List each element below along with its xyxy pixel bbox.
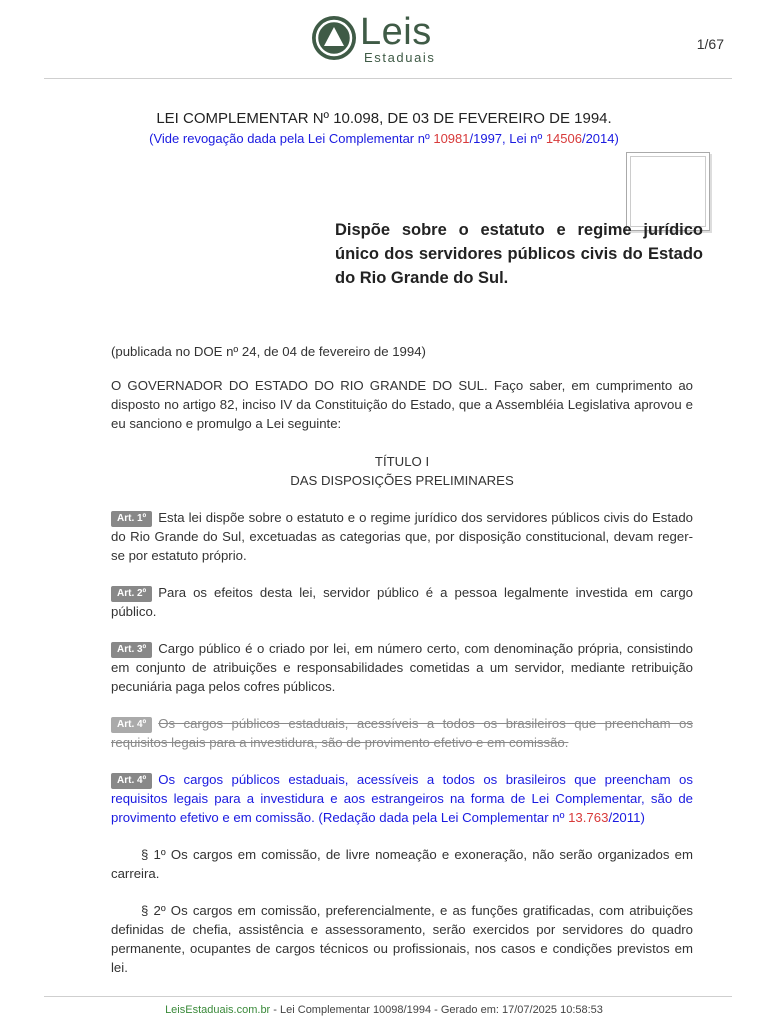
paragraph-1: § 1º Os cargos em comissão, de livre nomeação e exoneração, não serão organizados em carreira. (111, 847, 693, 881)
article-badge[interactable]: Art. 1º (111, 511, 152, 527)
header-divider (44, 78, 732, 79)
ref-link-14506[interactable]: 14506 (545, 131, 582, 146)
footer-generated: Gerado em: 17/07/2025 10:58:53 (440, 1004, 603, 1016)
article-text: Os cargos públicos estaduais, acessíveis a todos os brasileiros que preencham os requisitos legais para a investidura, são de provimento efetivo e em comissão. (111, 716, 693, 750)
ref-suffix: /2014) (581, 131, 619, 146)
law-ementa: Dispõe sobre o estatuto e regime jurídico único dos servidores públicos civis do Estado do Rio Grande do Sul. (335, 221, 703, 287)
article-4-revoked (111, 714, 693, 752)
title-subheading: DAS DISPOSIÇÕES PRELIMINARES (290, 473, 514, 488)
logo-subtitle: Estaduais (364, 50, 436, 65)
article-text: Cargo público é o criado por lei, em número certo, com denominação própria, consistindo em conjunto de atribuições e responsabilidades cometidas a um servidor, mediante retribuição pecuniária paga pelos cofres públicos. (111, 641, 693, 694)
article-4 (111, 770, 693, 827)
page-number: 1/67 (696, 36, 724, 52)
article-text: Para os efeitos desta lei, servidor público é a pessoa legalmente investida em cargo público. (111, 585, 693, 619)
ref-prefix: (Vide revogação dada pela Lei Complementar nº (149, 131, 434, 146)
footer (0, 1004, 768, 1016)
article-badge[interactable]: Art. 4º (111, 717, 152, 733)
publication-note: (publicada no DOE nº 24, de 04 de fevereiro de 1994) (111, 344, 426, 359)
article-badge[interactable]: Art. 4º (111, 773, 152, 789)
logo-wordmark: Leis (360, 11, 432, 53)
article-badge[interactable]: Art. 2º (111, 586, 152, 602)
article-text: Os cargos públicos estaduais, acessíveis a todos os brasileiros que preencham os requisitos legais para a investidura e aos estrangeiros na forma de Lei Complementar, são de provimento efetivo e em comissão. (Redação dada pela Lei Complementar nº (111, 772, 693, 825)
ref-link-13763[interactable]: 13.763 (568, 810, 609, 825)
article-1 (111, 508, 693, 565)
article-badge[interactable]: Art. 3º (111, 642, 152, 658)
footer-divider (44, 996, 732, 997)
ref-link-10981[interactable]: 10981 (433, 131, 470, 146)
article-2 (111, 583, 693, 621)
governor-preamble: O GOVERNADOR DO ESTADO DO RIO GRANDE DO SUL. Faço saber, em cumprimento ao disposto no artigo 82, inciso IV da Constituição do Estado, que a Assembléia Legislativa aprovou e eu sanciono e promulgo a Lei seguinte: (111, 378, 693, 431)
title-heading: TÍTULO I (374, 454, 430, 469)
footer-doc: - Lei Complementar 10098/1994 - (270, 1004, 441, 1016)
law-revocation-note (0, 131, 768, 146)
ref-mid: /1997, Lei nº (469, 131, 546, 146)
article-text: Esta lei dispõe sobre o estatuto e o regime jurídico dos servidores públicos civis do Estado do Rio Grande do Sul, excetuadas as categorias que, por disposição constitucional, devam reger-se por estatuto próprio. (111, 510, 693, 563)
law-title: LEI COMPLEMENTAR Nº 10.098, DE 03 DE FEVEREIRO DE 1994. (156, 110, 612, 127)
logo-icon (312, 16, 356, 60)
footer-site-link[interactable]: LeisEstaduais.com.br (165, 1004, 271, 1016)
article-text-suffix: /2011) (608, 810, 645, 825)
article-3 (111, 639, 693, 696)
paragraph-2: § 2º Os cargos em comissão, preferencialmente, e as funções gratificadas, com atribuições definidas de chefia, assistência e assessoramento, serão exercidos por servidores do quadro permanente, ocupantes de cargos técnicos ou profissionais, nos casos e condições previstos em lei. (111, 903, 693, 975)
